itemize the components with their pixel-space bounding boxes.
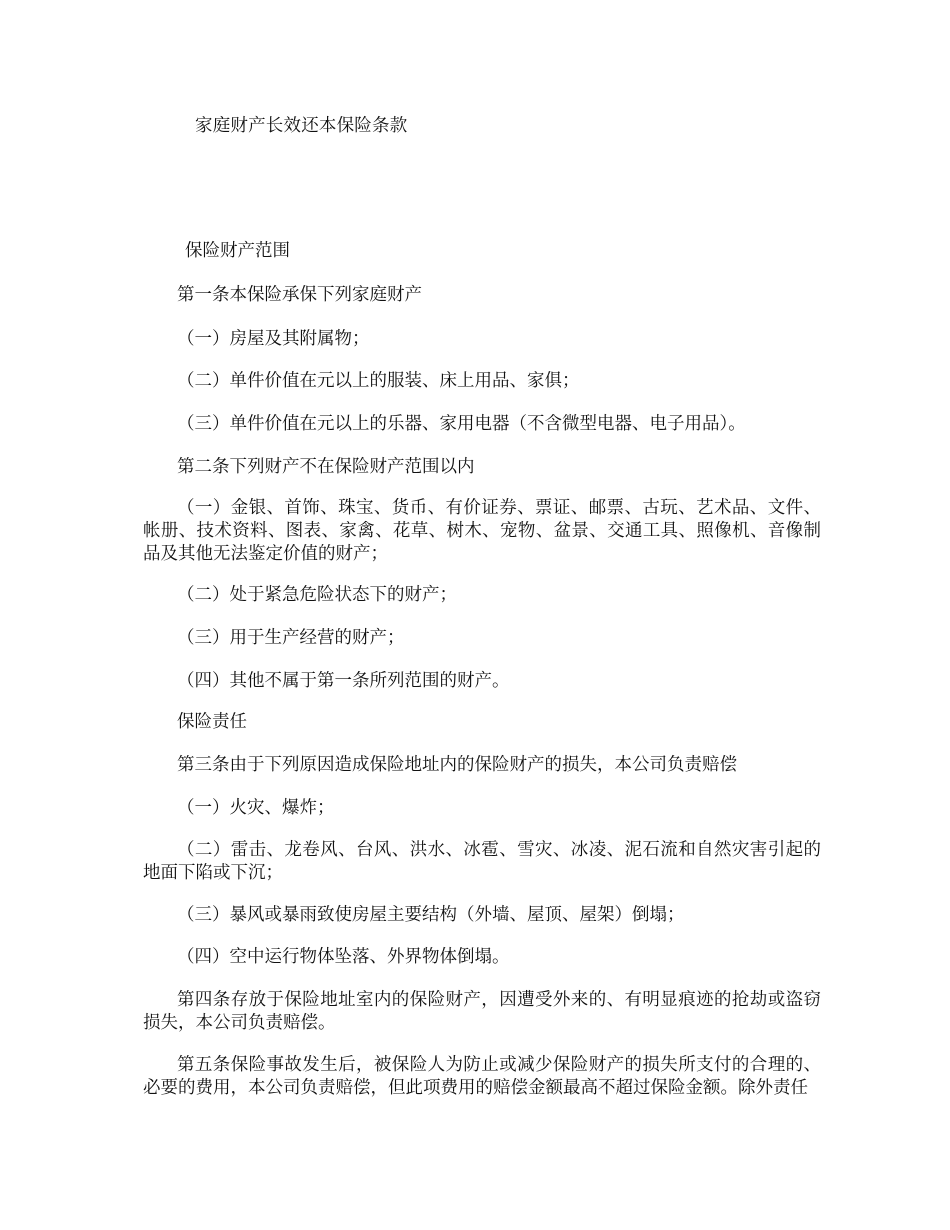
article-1-item-2: （二）单件价值在元以上的服装、床上用品、家俱； bbox=[177, 371, 580, 391]
section-heading-insured-property: 保险财产范围 bbox=[185, 241, 290, 261]
article-1: 第一条本保险承保下列家庭财产 bbox=[177, 285, 422, 305]
article-3-item-4: （四）空中运行物体坠落、外界物体倒塌。 bbox=[177, 947, 510, 967]
document-title: 家庭财产长效还本保险条款 bbox=[195, 116, 408, 136]
article-2-item-4: （四）其他不属于第一条所列范围的财产。 bbox=[177, 671, 510, 691]
article-3-item-3: （三）暴风或暴雨致使房屋主要结构（外墙、屋顶、屋架）倒塌； bbox=[177, 905, 685, 925]
section-heading-liability: 保险责任 bbox=[177, 712, 247, 732]
article-2: 第二条下列财产不在保险财产范围以内 bbox=[177, 457, 475, 477]
article-2-item-3: （三）用于生产经营的财产； bbox=[177, 628, 405, 648]
article-1-item-3: （三）单件价值在元以上的乐器、家用电器（不含微型电器、电子用品）。 bbox=[177, 414, 746, 434]
article-3: 第三条由于下列原因造成保险地址内的保险财产的损失，本公司负责赔偿 bbox=[177, 755, 737, 775]
article-2-item-2: （二）处于紧急危险状态下的财产； bbox=[177, 585, 457, 605]
article-2-item-1: （一）金银、首饰、珠宝、货币、有价证券、票证、邮票、古玩、艺术品、文件、帐册、技术资料、图表、家禽、花草、树木、宠物、盆景、交通工具、照像机、音像制品及其他无法鉴定价值的财产； bbox=[143, 498, 821, 564]
article-3-item-1: （一）火灾、爆炸； bbox=[177, 798, 335, 818]
article-3-item-2: （二）雷击、龙卷风、台风、洪水、冰雹、雪灾、冰凌、泥石流和自然灾害引起的地面下陷或下沉； bbox=[143, 840, 821, 883]
article-4: 第四条存放于保险地址室内的保险财产，因遭受外来的、有明显痕迹的抢劫或盗窃损失，本公司负责赔偿。 bbox=[143, 990, 821, 1033]
article-5: 第五条保险事故发生后，被保险人为防止或减少保险财产的损失所支付的合理的、必要的费用，本公司负责赔偿，但此项费用的赔偿金额最高不超过保险金额。除外责任 bbox=[143, 1055, 821, 1098]
article-1-item-1: （一）房屋及其附属物； bbox=[177, 329, 370, 349]
